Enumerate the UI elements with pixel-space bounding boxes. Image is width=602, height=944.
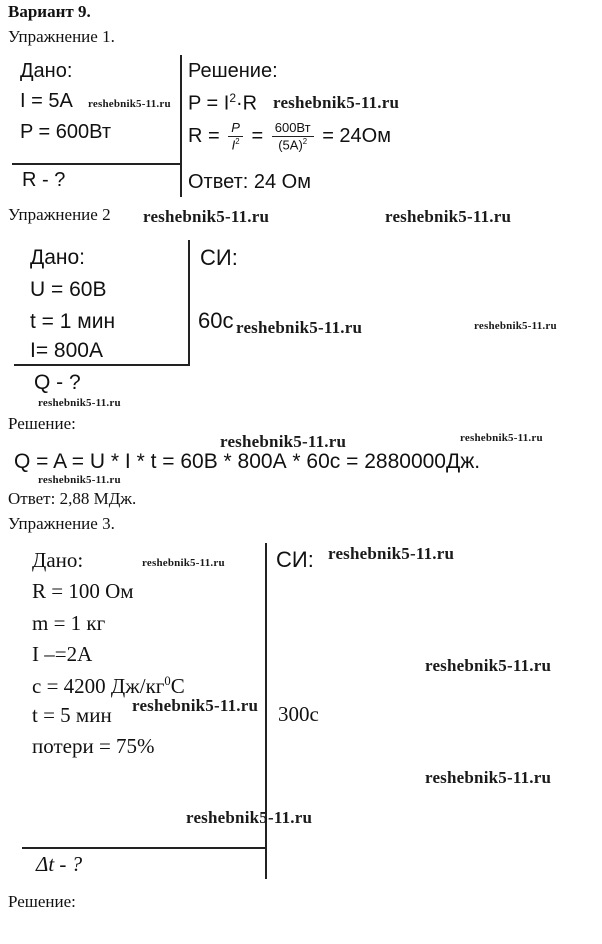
ex3-given-mass: m = 1 кг (32, 611, 106, 635)
ex2-vertical-divider (188, 240, 190, 366)
ex3-given-label: Дано: (32, 548, 84, 572)
ex3-given-current: I –=2A (32, 642, 93, 666)
ex2-si-value: 60с (198, 308, 234, 333)
ex3-given-resistance: R = 100 Ом (32, 579, 134, 603)
ex1-given-power: P = 600Вт (20, 121, 111, 143)
ex3-si-label: СИ: (276, 547, 314, 572)
watermark: reshebnik5-11.ru (88, 98, 171, 110)
ex1-formula-resistance: R = $\frac{P}{I^2}$ = $\frac{600Вт}{(5A)^2}$ = 24Ом (188, 120, 391, 153)
watermark: reshebnik5-11.ru (460, 432, 543, 444)
ex2-given-label: Дано: (30, 246, 86, 269)
watermark: reshebnik5-11.ru (328, 544, 455, 563)
ex2-heading: Упражнение 2 (8, 205, 111, 224)
page-title: Вариант 9. (8, 2, 91, 21)
ex2-answer: Ответ: 2,88 МДж. (8, 489, 137, 508)
ex2-given-divider (14, 364, 190, 366)
watermark: reshebnik5-11.ru (385, 207, 512, 226)
ex1-answer: Ответ: 24 Ом (188, 171, 311, 193)
ex3-given-divider (22, 847, 266, 849)
ex3-vertical-divider (265, 543, 267, 879)
watermark: reshebnik5-11.ru (143, 207, 270, 226)
ex2-given-current: I= 800A (30, 339, 103, 362)
ex3-given-heat-capacity: c = 4200 $Дж/кг^0C$ (32, 674, 185, 698)
ex2-formula: Q = A = U * I * t = 60В * 800А * 60с = 2880000Дж. (14, 450, 481, 473)
watermark: reshebnik5-11.ru (474, 320, 557, 332)
ex1-vertical-divider (180, 55, 182, 197)
ex1-heading: Упражнение 1. (8, 27, 115, 46)
ex1-find: R - ? (22, 169, 66, 191)
ex1-given-divider (12, 163, 180, 165)
watermark: reshebnik5-11.ru (186, 808, 313, 827)
watermark: reshebnik5-11.ru (425, 768, 552, 787)
watermark: reshebnik5-11.ru (38, 474, 121, 486)
ex3-given-losses: потери = 75% (32, 734, 155, 758)
watermark: reshebnik5-11.ru (132, 696, 259, 715)
ex2-si-label: СИ: (200, 245, 238, 270)
watermark: reshebnik5-11.ru (273, 93, 400, 112)
watermark: reshebnik5-11.ru (236, 318, 363, 337)
ex2-find: Q - ? (34, 371, 81, 394)
ex1-given-current: I = 5A (20, 90, 73, 112)
ex2-given-voltage: U = 60B (30, 278, 107, 301)
watermark: reshebnik5-11.ru (38, 397, 121, 409)
ex1-given-label: Дано: (20, 60, 73, 82)
ex1-solution-label: Решение: (188, 60, 278, 82)
ex3-find: Δt - ? (36, 852, 83, 876)
ex2-given-time: t = 1 мин (30, 310, 116, 333)
ex3-si-value: 300с (278, 702, 319, 726)
watermark: reshebnik5-11.ru (220, 432, 347, 451)
ex3-heading: Упражнение 3. (8, 514, 115, 533)
watermark: reshebnik5-11.ru (425, 656, 552, 675)
ex2-solution-label: Решение: (8, 414, 76, 433)
ex3-given-time: t = 5 мин (32, 703, 112, 727)
ex3-solution-label: Решение: (8, 892, 76, 911)
ex1-formula-power: $P = I^2\cdot R$ (188, 91, 258, 115)
watermark: reshebnik5-11.ru (142, 557, 225, 569)
